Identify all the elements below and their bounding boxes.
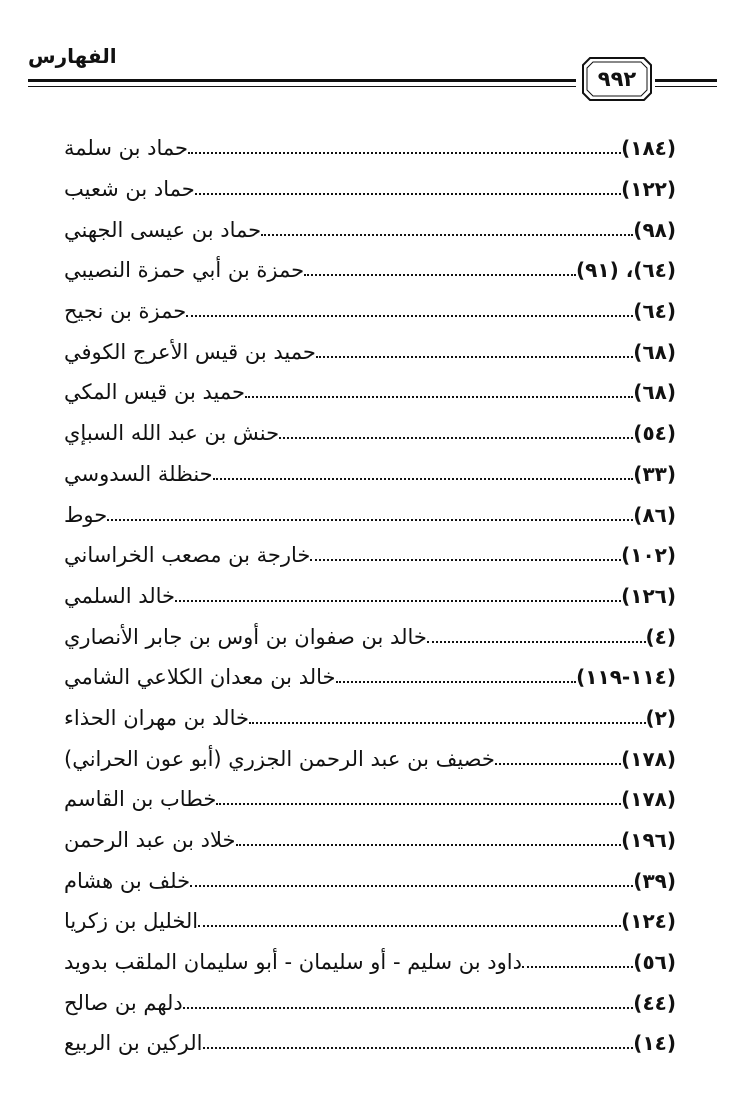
leader-dots xyxy=(175,600,621,602)
entry-pages: (٣٩) xyxy=(633,868,676,893)
index-entry xyxy=(58,738,678,779)
index-list xyxy=(58,128,678,1064)
entry-pages: (٨٦) xyxy=(633,502,676,527)
entry-name: حماد بن سلمة xyxy=(64,136,189,161)
entry-pages: (١٧٨) xyxy=(621,787,676,812)
leader-dots xyxy=(107,519,633,521)
index-entry xyxy=(58,657,678,698)
leader-dots xyxy=(236,844,622,846)
leader-dots xyxy=(522,966,633,968)
entry-name: خطاب بن القاسم xyxy=(64,787,217,812)
entry-name: حنظلة السدوسي xyxy=(64,461,213,486)
entry-name: خصيف بن عبد الرحمن الجزري (أبو عون الحراني) xyxy=(64,746,495,771)
entry-name: دلهم بن صالح xyxy=(64,990,183,1015)
index-entry xyxy=(58,616,678,657)
entry-name: داود بن سليم - أو سليمان - أبو سليمان الملقب بدويد xyxy=(64,950,522,975)
index-entry xyxy=(58,982,678,1023)
index-entry xyxy=(58,942,678,983)
leader-dots xyxy=(183,1007,634,1009)
leader-dots xyxy=(304,274,576,276)
entry-name: خالد السلمي xyxy=(64,583,176,608)
entry-name: خلف بن هشام xyxy=(64,868,191,893)
leader-dots xyxy=(203,1047,634,1049)
leader-dots xyxy=(198,925,621,927)
index-entry xyxy=(58,820,678,861)
entry-name: حمزة بن نجيح xyxy=(64,299,187,324)
header-rule-right xyxy=(655,79,717,82)
entry-pages: (٦٨) xyxy=(633,380,676,405)
entry-name: حمزة بن أبي حمزة النصيبي xyxy=(64,258,305,283)
leader-dots xyxy=(188,152,621,154)
entry-name: خالد بن معدان الكلاعي الشامي xyxy=(64,665,336,690)
entry-name: حماد بن شعيب xyxy=(64,177,195,202)
leader-dots xyxy=(195,193,621,195)
leader-dots xyxy=(213,478,634,480)
leader-dots xyxy=(245,396,633,398)
entry-pages: (٤٤) xyxy=(633,990,676,1015)
index-entry xyxy=(58,454,678,495)
leader-dots xyxy=(316,356,633,358)
entry-pages: (٩٨) xyxy=(633,217,676,242)
index-entry xyxy=(58,128,678,169)
leader-dots xyxy=(261,234,633,236)
entry-pages: (١١٤-١١٩) xyxy=(576,665,676,690)
entry-pages: (١٠٢) xyxy=(621,543,676,568)
page-header xyxy=(0,0,746,110)
entry-pages: (٤) xyxy=(645,624,676,649)
entry-name: حنش بن عبد الله السبإي xyxy=(64,421,280,446)
entry-pages: (٦٤)، (٩١) xyxy=(576,258,676,283)
entry-pages: (٥٤) xyxy=(633,421,676,446)
entry-name: حميد بن قيس الأعرج الكوفي xyxy=(64,339,316,364)
entry-pages: (٢) xyxy=(645,705,676,730)
leader-dots xyxy=(336,681,577,683)
index-entry xyxy=(58,331,678,372)
index-entry xyxy=(58,698,678,739)
entry-name: خارجة بن مصعب الخراساني xyxy=(64,543,311,568)
leader-dots xyxy=(249,722,646,724)
entry-name: حماد بن عيسى الجهني xyxy=(64,217,262,242)
entry-name: الركين بن الربيع xyxy=(64,1031,203,1056)
header-rule-right-thin xyxy=(655,86,717,87)
entry-pages: (٣٣) xyxy=(633,461,676,486)
entry-pages: (١٤) xyxy=(633,1031,676,1056)
leader-dots xyxy=(279,437,633,439)
entry-pages: (١٧٨) xyxy=(621,746,676,771)
index-entry xyxy=(58,372,678,413)
entry-name: خلاد بن عبد الرحمن xyxy=(64,828,236,853)
leader-dots xyxy=(216,803,621,805)
entry-pages: (١٨٤) xyxy=(621,136,676,161)
leader-dots xyxy=(186,315,633,317)
index-entry xyxy=(58,291,678,332)
page-number-frame xyxy=(582,57,652,101)
entry-name: حوط xyxy=(64,502,108,527)
entry-name: حميد بن قيس المكي xyxy=(64,380,245,405)
index-entry xyxy=(58,779,678,820)
entry-name: خالد بن مهران الحذاء xyxy=(64,705,249,730)
entry-pages: (١٢٢) xyxy=(621,177,676,202)
entry-pages: (٦٤) xyxy=(633,299,676,324)
index-entry xyxy=(58,494,678,535)
index-entry xyxy=(58,169,678,210)
leader-dots xyxy=(427,641,646,643)
entry-pages: (٦٨) xyxy=(633,339,676,364)
index-entry xyxy=(58,250,678,291)
running-title: الفهارس xyxy=(28,44,117,68)
index-entry xyxy=(58,209,678,250)
leader-dots xyxy=(190,885,633,887)
entry-pages: (١٢٤) xyxy=(621,909,676,934)
index-entry xyxy=(58,1023,678,1064)
page-number: ٩٩٢ xyxy=(597,67,637,91)
leader-dots xyxy=(310,559,621,561)
index-entry xyxy=(58,413,678,454)
index-entry xyxy=(58,576,678,617)
entry-pages: (٥٦) xyxy=(633,950,676,975)
index-entry xyxy=(58,860,678,901)
leader-dots xyxy=(495,763,621,765)
header-rule xyxy=(28,79,576,82)
index-entry xyxy=(58,535,678,576)
header-rule-thin xyxy=(28,86,576,87)
entry-pages: (١٩٦) xyxy=(621,828,676,853)
entry-name: الخليل بن زكريا xyxy=(64,909,199,934)
entry-name: خالد بن صفوان بن أوس بن جابر الأنصاري xyxy=(64,624,427,649)
index-entry xyxy=(58,901,678,942)
entry-pages: (١٢٦) xyxy=(621,583,676,608)
